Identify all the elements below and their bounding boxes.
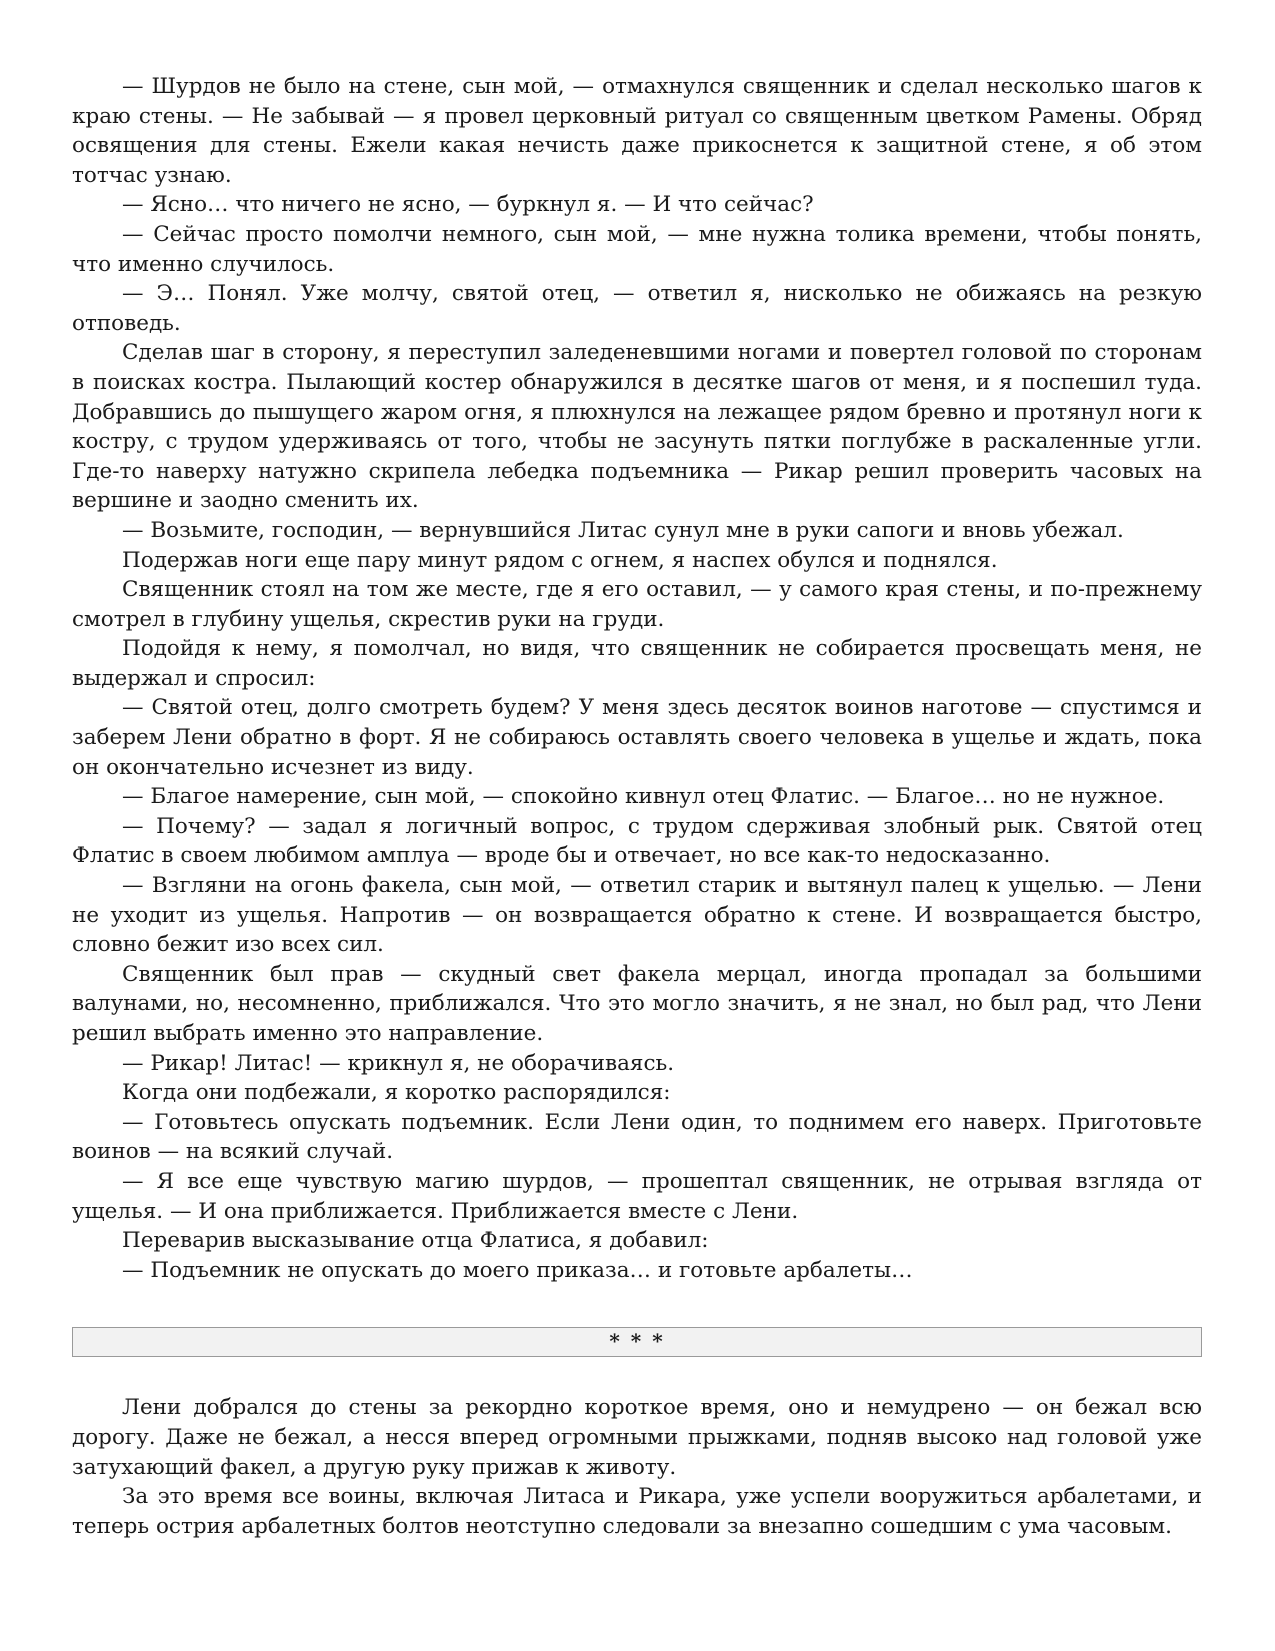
paragraph: — Взгляни на огонь факела, сын мой, — ответил старик и вытянул палец к ущелью. — Лени не уходит из ущелья. Напротив — он возвращается обратно к стене. И возвращается быстро, словно бежит изо всех сил. — [72, 873, 1202, 958]
paragraph: — Рикар! Литас! — крикнул я, не оборачиваясь. — [122, 1050, 675, 1076]
paragraph: — Возьмите, господин, — вернувшийся Литас сунул мне в руки сапоги и вновь убежал. — [122, 517, 1124, 543]
document-page — [72, 72, 1202, 1541]
scene-break-separator: * * * — [72, 1327, 1202, 1357]
paragraph: Священник стоял на том же месте, где я его оставил, — у самого края стены, и по-прежнему смотрел в глубину ущелья, скрестив руки на груди. — [72, 577, 1202, 632]
paragraph: — Шурдов не было на стене, сын мой, — отмахнулся священник и сделал несколько шагов к краю стены. — Не забывай — я провел церковный ритуал со священным цветком Рамены. Обряд освящения для стены. Ежели какая нечисть даже прикоснется к защитной стене, я об этом тотчас узнаю. — [72, 74, 1202, 188]
paragraph: Подержав ноги еще пару минут рядом с огнем, я наспех обулся и поднялся. — [122, 547, 998, 573]
text-section-1 — [72, 72, 1202, 1285]
paragraph: Священник был прав — скудный свет факела мерцал, иногда пропадал за большими валунами, но, несомненно, приближался. Что это могло значить, я не знал, но был рад, что Лени решил выбрать именно это направление. — [72, 961, 1202, 1046]
paragraph: Когда они подбежали, я коротко распорядился: — [122, 1080, 671, 1106]
paragraph: — Я все еще чувствую магию шурдов, — прошептал священник, не отрывая взгляда от ущелья. — И она приближается. Приближается вместе с Лени. — [72, 1168, 1202, 1224]
paragraph: Подойдя к нему, я помолчал, но видя, что священник не собирается просвещать меня, не выдержал и спросил: — [72, 636, 1202, 691]
paragraph: Сделав шаг в сторону, я переступил заледеневшими ногами и повертел головой по сторонам в поисках костра. Пылающий костер обнаружился в десятке шагов от меня, и я поспешил туда. Добравшись до пышущего жаром огня, я плюхнулся на лежащее рядом бревно и протянул ноги к костру, с трудом удерживаясь от того, чтобы не засунуть пятки поглубже в раскаленные угли. Где-то наверху натужно скрипела лебедка подъемника — Рикар решил проверить часовых на вершине и заодно сменить их. — [72, 340, 1202, 514]
paragraph: — Сейчас просто помолчи немного, сын мой, — мне нужна толика времени, чтобы понять, что именно случилось. — [72, 221, 1202, 277]
paragraph: — Почему? — задал я логичный вопрос, с трудом сдерживая злобный рык. Святой отец Флатис в своем любимом амплуа — вроде бы и отвечает, но все как-то недосказанно. — [72, 813, 1202, 869]
paragraph: — Благое намерение, сын мой, — спокойно кивнул отец Флатис. — Благое… но не нужное. — [122, 784, 1165, 810]
paragraph: — Подъемник не опускать до моего приказа… и готовьте арбалеты… — [122, 1257, 913, 1283]
paragraph: — Святой отец, долго смотреть будем? У меня здесь десяток воинов наготове — спустимся и заберем Лени обратно в форт. Я не собираюсь оставлять своего человека в ущелье и ждать, пока он окончательно исчезнет из виду. — [72, 695, 1202, 780]
paragraph: Лени добрался до стены за рекордно короткое время, оно и немудрено — он бежал всю дорогу. Даже не бежал, а несся вперед огромными прыжками, подняв высоко над головой уже затухающий факел, а другую руку прижав к животу. — [72, 1395, 1202, 1480]
paragraph: — Ясно… что ничего не ясно, — буркнул я. — И что сейчас? — [122, 192, 814, 218]
paragraph: — Готовьтесь опускать подъемник. Если Лени один, то поднимем его наверх. Приготовьте воинов — на всякий случай. — [72, 1109, 1202, 1165]
paragraph: Переварив высказывание отца Флатиса, я добавил: — [122, 1228, 709, 1254]
paragraph: За это время все воины, включая Литаса и Рикара, уже успели вооружиться арбалетами, и теперь острия арбалетных болтов неотступно следовали за внезапно сошедшим с ума часовым. — [72, 1484, 1202, 1539]
text-section-2 — [72, 1393, 1202, 1541]
paragraph: — Э… Понял. Уже молчу, святой отец, — ответил я, нисколько не обижаясь на резкую отповедь. — [72, 281, 1202, 336]
